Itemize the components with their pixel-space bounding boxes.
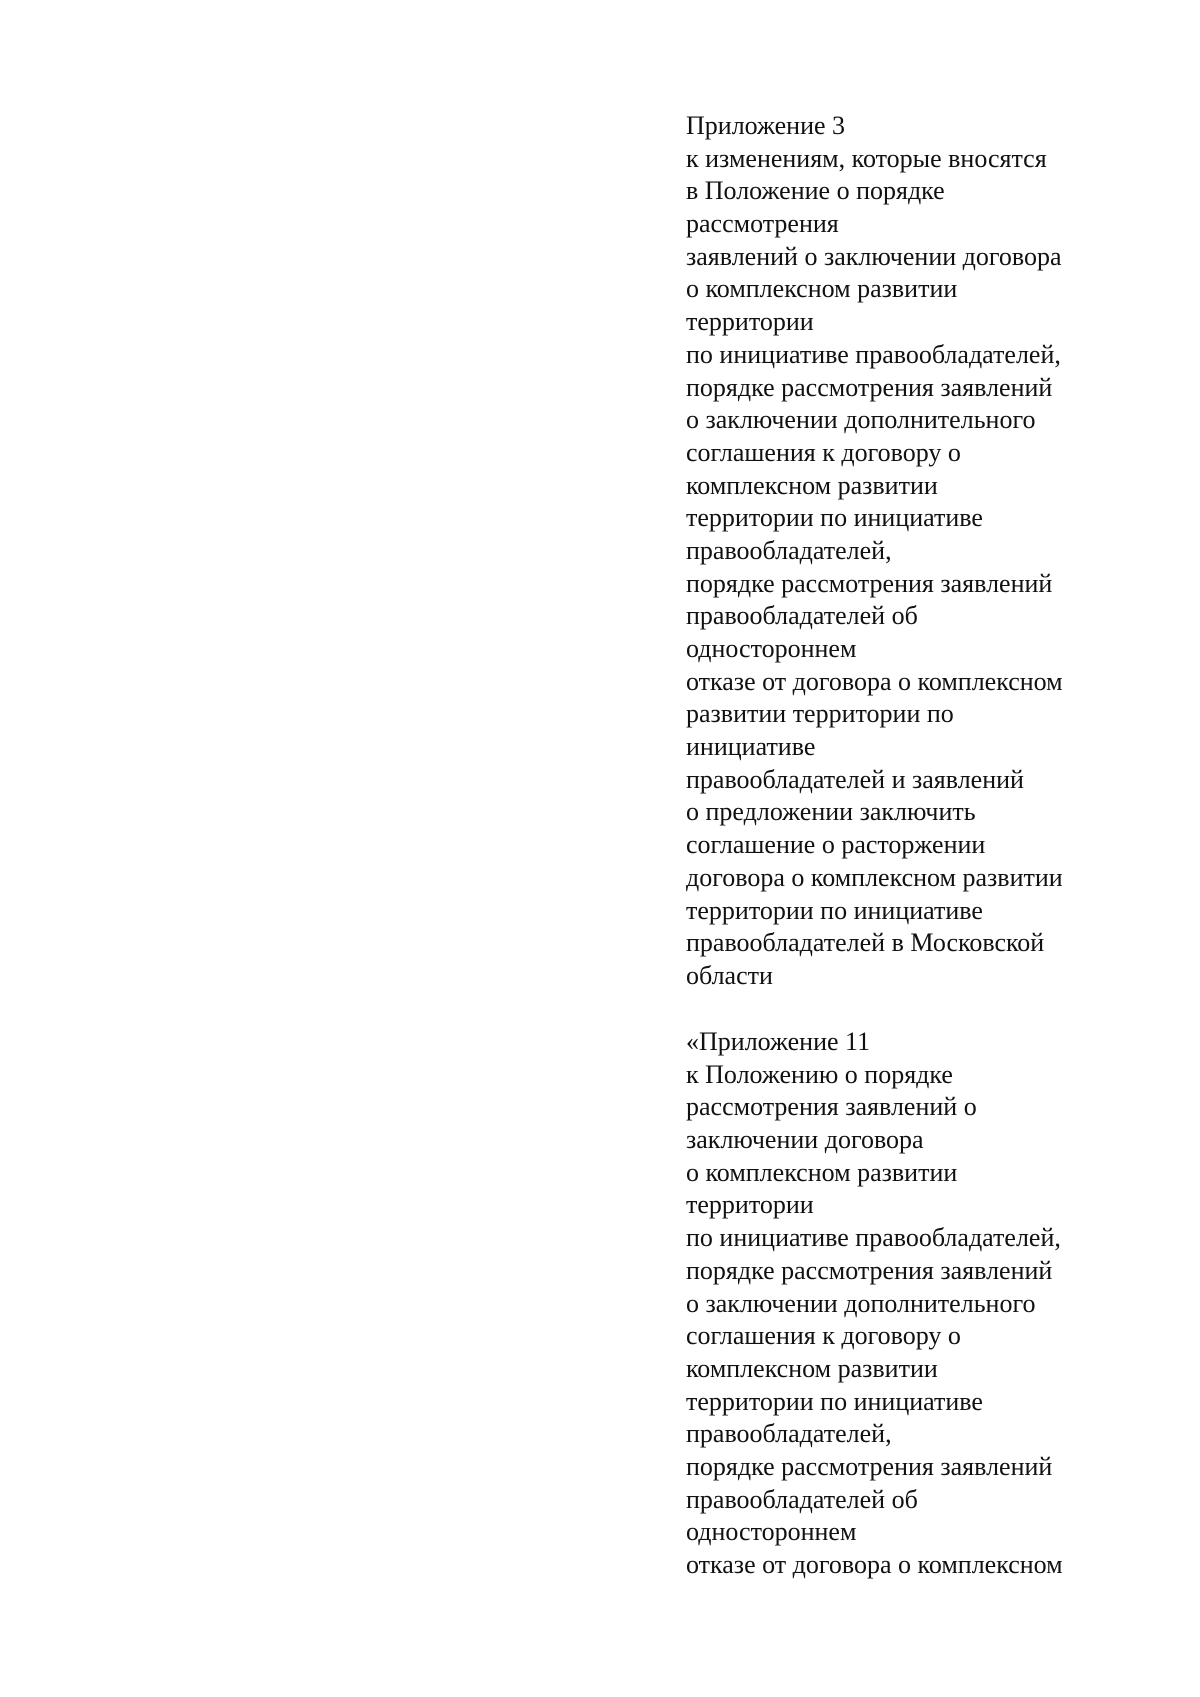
appendix-3-line: территории по инициативе xyxy=(686,503,983,533)
appendix-3-line: области xyxy=(686,960,773,990)
appendix-3-line: территории по инициативе xyxy=(686,895,983,925)
appendix-3-line: порядке рассмотрения заявлений xyxy=(686,372,1053,402)
appendix-3-line: соглашение о расторжении xyxy=(686,830,986,860)
appendix-11-line: порядке рассмотрения заявлений xyxy=(686,1451,1053,1481)
appendix-3-line: Приложение 3 xyxy=(686,111,846,140)
appendix-11-line: территории xyxy=(686,1190,814,1220)
appendix-3-header xyxy=(686,110,1166,993)
appendix-3-line: соглашения к договору о xyxy=(686,437,961,467)
appendix-11-line: соглашения к договору о xyxy=(686,1321,961,1351)
appendix-11-line: порядке рассмотрения заявлений xyxy=(686,1255,1053,1285)
appendix-3-line: заявлений о заключении договора xyxy=(686,241,1062,271)
appendix-3-line: порядке рассмотрения заявлений xyxy=(686,568,1053,598)
appendix-11-line: заключении договора xyxy=(686,1125,924,1155)
appendix-3-line: территории xyxy=(686,307,814,337)
appendix-3-line: отказе от договора о комплексном xyxy=(686,666,1063,696)
appendix-11-line: о комплексном развитии xyxy=(686,1157,958,1187)
appendix-11-line: правообладателей, xyxy=(686,1419,892,1449)
appendix-3-line: в Положение о порядке xyxy=(686,176,945,206)
appendix-3-line: о предложении заключить xyxy=(686,797,976,827)
appendix-3-line: правообладателей и заявлений xyxy=(686,764,1024,794)
appendix-3-line: договора о комплексном развитии xyxy=(686,862,1063,892)
appendix-3-line: к изменениям, которые вносятся xyxy=(686,143,1047,173)
appendix-11-line: территории по инициативе xyxy=(686,1386,983,1416)
appendix-11-line: о заключении дополнительного xyxy=(686,1288,1036,1318)
appendix-3-line: инициативе xyxy=(686,732,816,762)
appendix-3-line: правообладателей об xyxy=(686,601,918,631)
appendix-3-line: о комплексном развитии xyxy=(686,274,958,304)
appendix-11-line: рассмотрения заявлений о xyxy=(686,1092,977,1122)
appendix-3-line: одностороннем xyxy=(686,634,857,663)
appendix-11-line: «Приложение 11 xyxy=(686,1027,871,1056)
appendix-3-line: по инициативе правообладателей, xyxy=(686,339,1061,369)
appendix-11-line: комплексном развитии xyxy=(686,1353,938,1383)
appendix-3-line: о заключении дополнительного xyxy=(686,405,1036,435)
appendix-11-header xyxy=(686,1026,1166,1582)
appendix-3-line: правообладателей в Московской xyxy=(686,928,1045,958)
appendix-11-line: отказе от договора о комплексном xyxy=(686,1550,1063,1579)
appendix-3-line: рассмотрения xyxy=(686,209,839,239)
appendix-3-line: комплексном развитии xyxy=(686,470,938,500)
appendix-3-line: правообладателей, xyxy=(686,535,892,565)
appendix-11-line: к Положению о порядке xyxy=(686,1059,953,1089)
appendix-11-line: правообладателей об xyxy=(686,1484,918,1514)
appendix-11-line: по инициативе правообладателей, xyxy=(686,1223,1061,1253)
appendix-11-line: одностороннем xyxy=(686,1517,857,1547)
appendix-3-line: развитии территории по xyxy=(686,699,954,729)
